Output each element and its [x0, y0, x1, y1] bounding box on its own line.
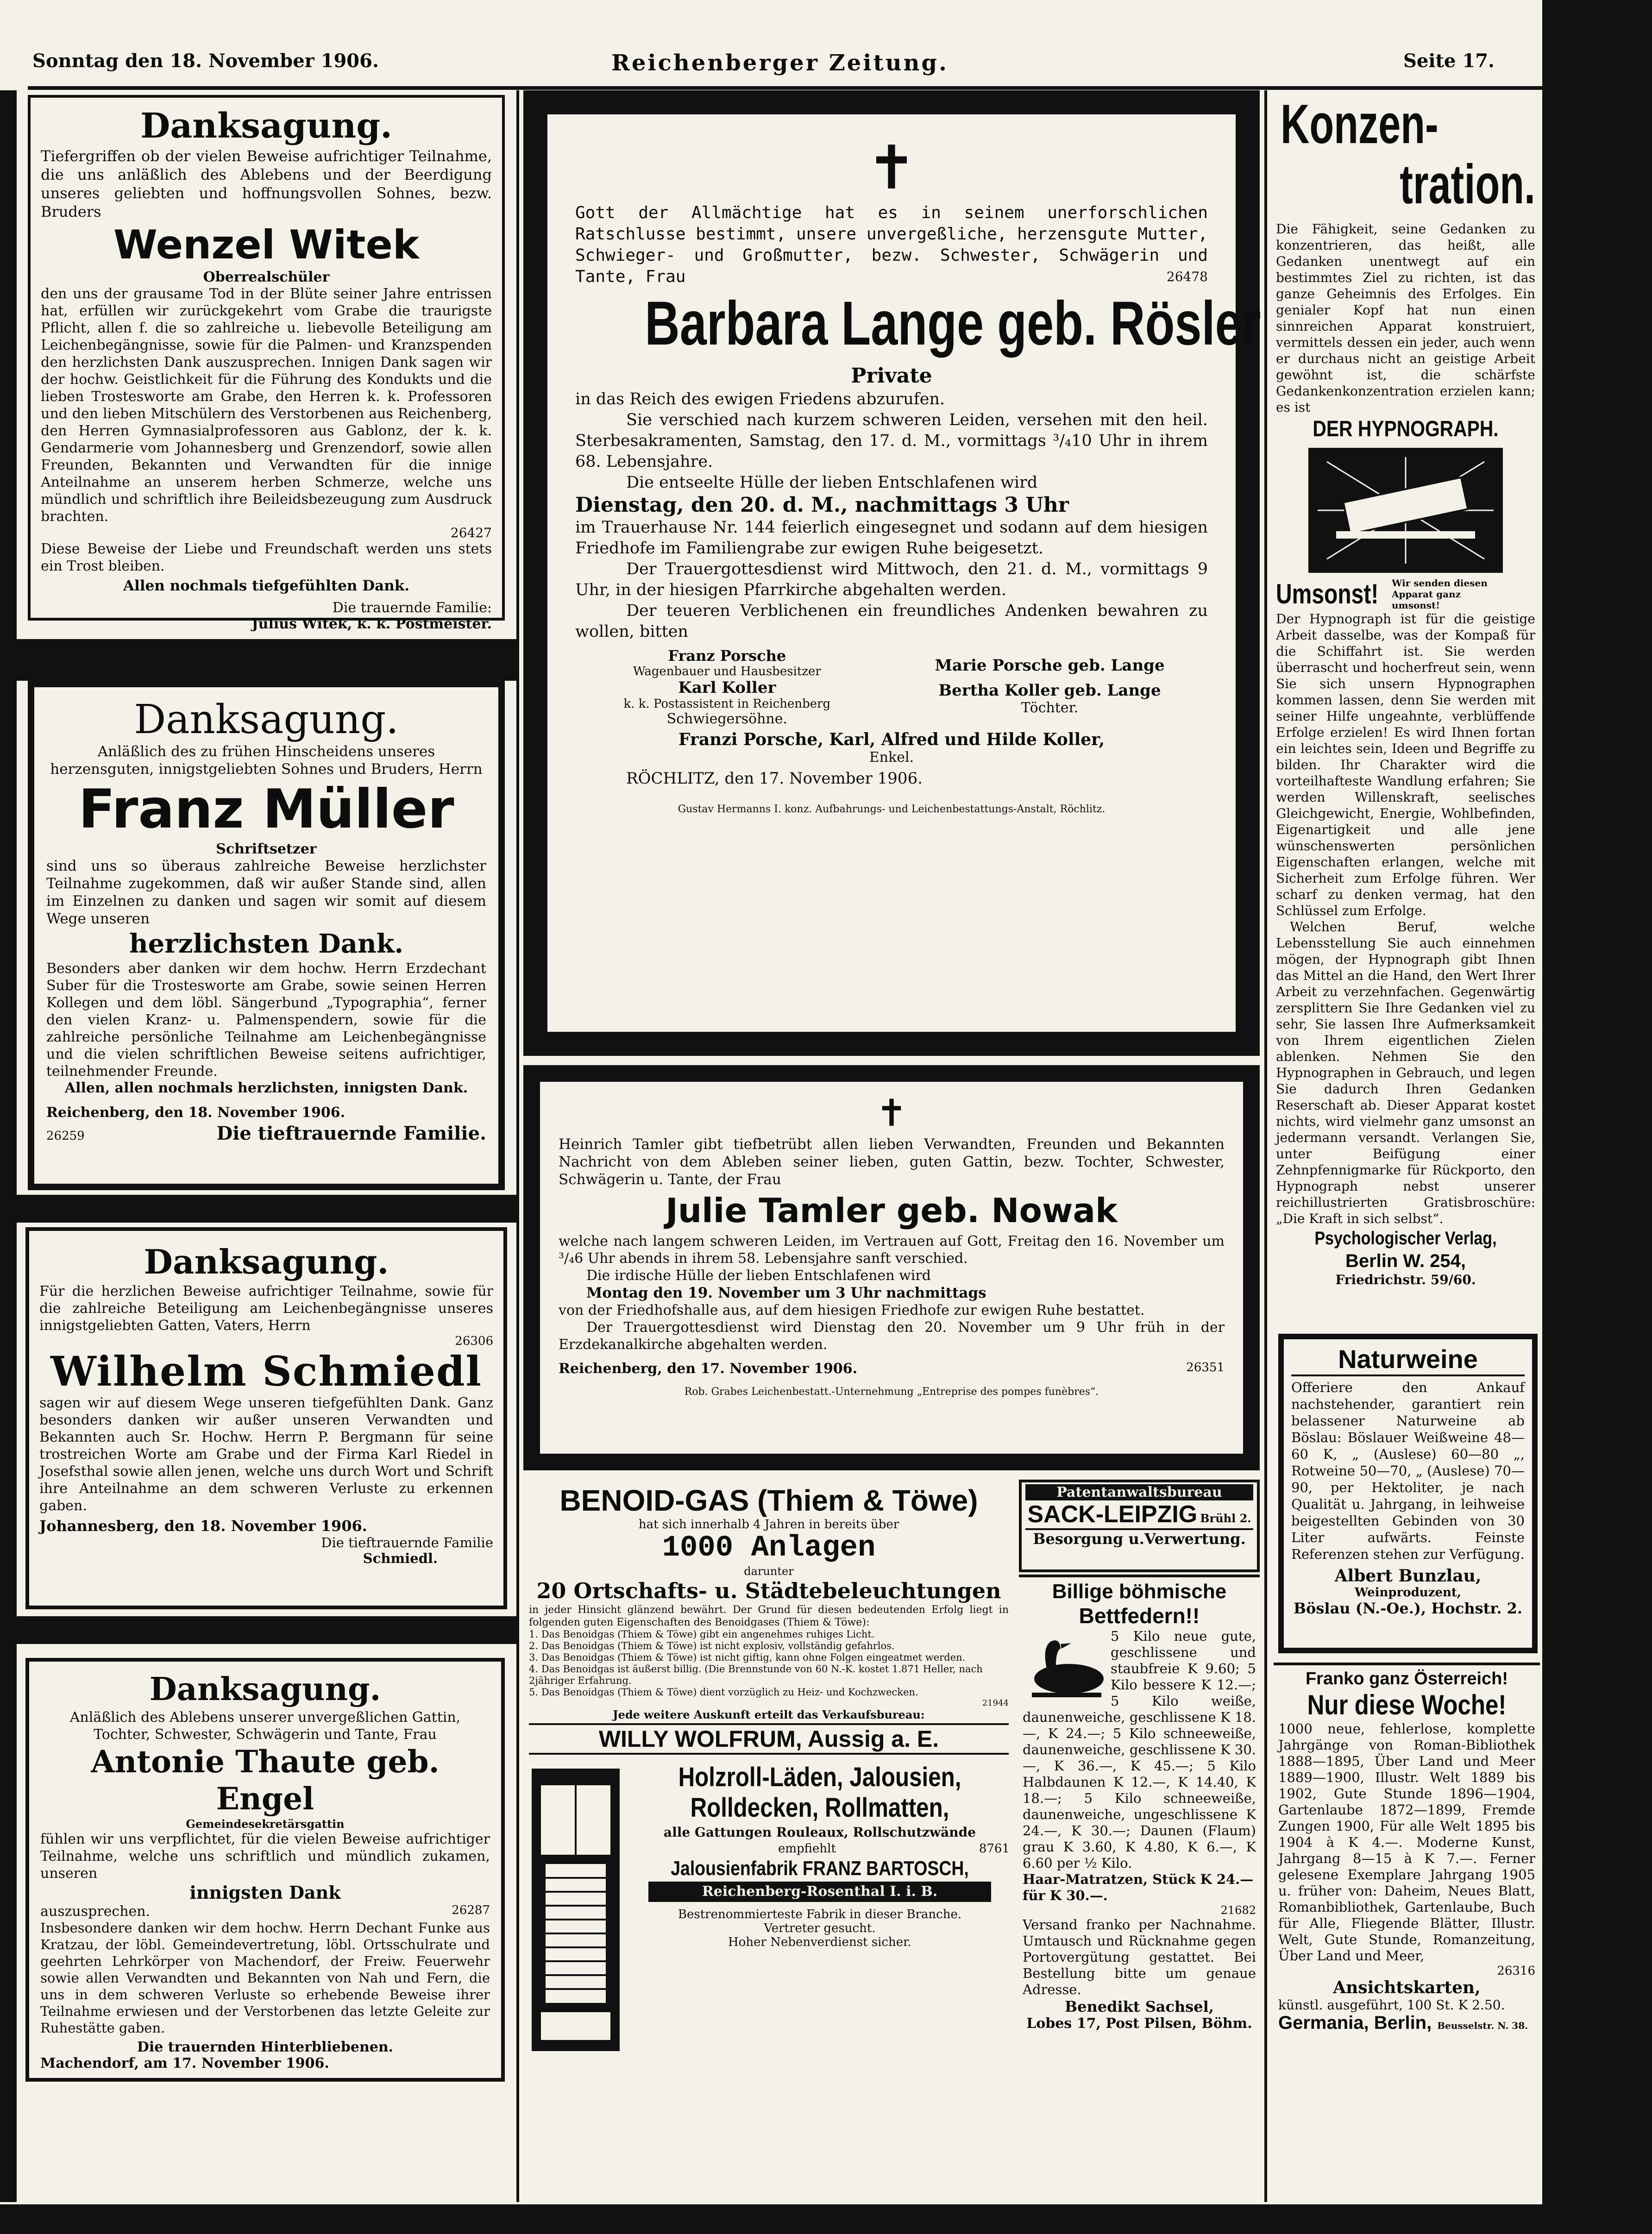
ad-firm: Jalousienfabrik FRANZ BARTOSCH,	[671, 1857, 969, 1880]
obituary-place-date: Reichenberg, den 17. November 1906.	[559, 1361, 858, 1377]
ad-title: Patentanwaltsbureau	[1025, 1484, 1253, 1500]
notice-thanks: Allen nochmals tiefgefühlten Dank.	[123, 577, 410, 594]
obituary-funeral-date: Montag den 19. November um 3 Uhr nachmittags	[586, 1285, 986, 1301]
ad-text: in jeder Hinsicht glänzend bewährt. Der Grund für diesen bedeutenden Erfolg liegt in folgenden guten Eigenschaften des Benoidgases (Thiem & Töwe):	[529, 1604, 1009, 1628]
ad-title: Billige böhmische	[1052, 1580, 1227, 1603]
notice-thanks-heading: innigsten Dank	[189, 1882, 341, 1903]
header-date: Sonntag den 18. November 1906.	[32, 50, 379, 72]
obituary-line: Die entseelte Hülle der lieben Entschlafenen wird	[626, 473, 1038, 492]
ad-bettfedern	[1019, 1575, 1260, 2077]
obituary-intro: Heinrich Tamler gibt tiefbetrübt allen lieben Verwandten, Freunden und Bekannten Nachricht von dem Ableben seiner lieben, guten Gattin, bezw. Tochter, Schwester, Schwägerin u. Tante, der Frau	[559, 1136, 1225, 1188]
ad-text: Offeriere den Ankauf nachstehender, garantiert rein belassener Naturweine ab Böslau: Böslauer Weißweine 48—60 K, „ (Auslese) 60—80 „, Rotweine 50—70, „ (Auslese) 70—90, per Hektoliter, je nach Qualität u. Jahrgang, in leihweise beigestellten Gebinden von 30 Liter aufwärts. Feinste Referenzen stehen zur Verfügung.	[1291, 1380, 1525, 1562]
obituary-undertaker: Rob. Grabes Leichenbestatt.-Unternehmung „Entreprise des pompes funèbres“.	[684, 1386, 1099, 1398]
ad-address: Lobes 17, Post Pilsen, Böhm.	[1026, 2015, 1252, 2032]
notice-number: 26259	[46, 1129, 85, 1143]
ad-signer: Albert Bunzlau,	[1334, 1566, 1482, 1586]
ad-number: 26316	[1497, 1964, 1535, 1978]
obituary-line: Der Trauergottesdienst wird Mittwoch, den 21. d. M., vormittags 9 Uhr, in der hiesigen Pfarrkirche abgehalten werden.	[575, 560, 1208, 599]
ad-number: 21944	[982, 1698, 1009, 1708]
notice-intro: Tiefergriffen ob der vielen Beweise aufrichtiger Teilnahme, die uns anläßlich des Ablebens und der Beerdigung unseres geliebten und hoffnungsvollen Sohnes, bezw. Bruders	[41, 147, 492, 220]
ad-benoid-list	[529, 1629, 1009, 1698]
notice-title: Danksagung.	[144, 1242, 389, 1281]
ad-line: Jede weitere Auskunft erteilt das Verkaufsbureau:	[613, 1708, 925, 1721]
ad-title-2: Bettfedern!!	[1079, 1604, 1200, 1628]
notice-place-date: Johannesberg, den 18. November 1906.	[39, 1517, 367, 1535]
page-right-edge	[1542, 0, 1652, 2234]
deceased-name: Julie Tamler geb. Nowak	[666, 1191, 1118, 1230]
ad-line: Bestrenommierteste Fabrik in dieser Branche.	[678, 1908, 962, 1921]
notice-family: Die trauernden Hinterbliebenen.	[137, 2039, 394, 2055]
obituary-funeral-date: Dienstag, den 20. d. M., nachmittags 3 Uhr	[575, 493, 1069, 517]
notice-number: 26306	[455, 1334, 493, 1348]
obituary-number: 26478	[1166, 269, 1208, 284]
deceased-role: Oberrealschüler	[203, 269, 330, 285]
window-illustration-icon	[530, 1767, 622, 2054]
signatory-grandchildren: Franzi Porsche, Karl, Alfred und Hilde Koller,	[678, 730, 1105, 749]
ad-firm: SACK-LEIPZIG	[1027, 1501, 1198, 1528]
ad-text-3: Versand franko per Nachnahme. Umtausch und Rücknahme gegen Portovergütung gestattet. Bei Bestellung bitte um genaue Adresse.	[1023, 1917, 1256, 1997]
ad-title: BENOID-GAS (Thiem & Töwe)	[559, 1484, 978, 1517]
ad-line: Vertreter gesucht.	[764, 1921, 876, 1935]
obituary-intro: Gott der Allmächtige hat es in seinem unerforschlichen Ratschlusse bestimmt, unsere unvergeßliche, herzensgute Mutter, Schwieger- und Großmutter, bezw. Schwester, Schwägerin und Tante, Frau	[575, 203, 1208, 286]
ad-title: Holzroll-Läden, Jalousien,	[678, 1762, 961, 1792]
signatory-relation: Töchter.	[1021, 700, 1079, 716]
ad-title: Konzen-	[1281, 93, 1438, 155]
ad-firm: Psychologischer Verlag,	[1314, 1228, 1497, 1249]
ad-umsonst-text: Wir senden diesen Apparat ganz umsonst!	[1392, 577, 1488, 611]
notice-title: Danksagung.	[134, 697, 399, 743]
ad-text-2: Der Hypnograph ist für die geistige Arbeit dasselbe, was der Kompaß für die Schiffahrt ist. Sie werden überrascht und hocherfreut sein, wenn Sie sich unsern Hypnographen kommen lassen, denn Sie werden mit seiner Hilfe ungeahnte, verblüffende Erfolge erzielen! Es wird Ihnen fortan ein leichtes sein, Ideen und Begriffe zu bilden. Ihr Charakter wird die vorteilhafteste Wandlung erfahren; Sie werden Willenskraft, seelisches Gleichgewicht, Energie, Wohlbefinden, Eigenartigkeit und alle jene wünschenswerten persönlichen Eigenschaften erlangen, welche mit Sicherheit zum Erfolge führen. Wer scharf zu denken vermag, hat den Schlüssel zum Erfolge.	[1276, 611, 1535, 918]
notice-signer: Schmiedl.	[363, 1550, 438, 1566]
notice-body-2: Besonders aber danken wir dem hochw. Herrn Erzdechant Suber für die Trostesworte am Grabe, sowie seinen Herren Kollegen und dem löbl. Sängerbund „Typographia“, ferner den vielen Kranz- u. Palmenspendern, sowie für die zahlreiche persönliche Teilnahme am Leichenbegängnisse und die vielen schriftlichen Beweise seitens aufrichtiger, teilnehmender Freunde.	[46, 960, 486, 1079]
obituary-line: Sie verschied nach kurzem schweren Leiden, versehen mit den heil. Sterbesakramenten, Samstag, den 17. d. M., vormittags ³/₄10 Uhr in ihrem 68. Lebensjahre.	[575, 411, 1208, 471]
notice-intro: Anläßlich des Ablebens unserer unvergeßlichen Gattin, Tochter, Schwester, Schwägerin und Tante, Frau	[69, 1709, 461, 1743]
signatory-name: Marie Porsche geb. Lange	[935, 656, 1165, 675]
deceased-role: Private	[851, 364, 932, 388]
ad-title: Naturweine	[1291, 1344, 1525, 1376]
page-bottom-edge	[0, 2204, 1652, 2234]
column-divider-2	[1264, 90, 1267, 2202]
ad-hypnograph	[1271, 90, 1540, 1318]
signatories-left	[575, 647, 879, 727]
notice-number: 26287	[452, 1903, 490, 1917]
cross-icon: ✝	[876, 1092, 907, 1135]
notice-place-date: Machendorf, am 17. November 1906.	[40, 2055, 329, 2071]
ad-address: Böslau (N.-Oe.), Hochstr. 2.	[1294, 1600, 1522, 1617]
obituary-body: welche nach langem schweren Leiden, im Vertrauen auf Gott, Freitag den 16. November um ³/₄6 Uhr abends in ihrem 58. Lebensjahre sanft verschied.	[559, 1233, 1225, 1267]
ad-franko	[1274, 1663, 1540, 2079]
notice-body: fühlen wir uns verpflichtet, für die vielen Beweise aufrichtiger Teilnahme, welche uns schriftlich und mündlich zukamen, unseren	[40, 1831, 490, 1882]
notice-intro: Anläßlich des zu frühen Hinscheidens unseres herzensguten, innigstgeliebten Sohnes und Bruders, Herrn	[50, 743, 483, 778]
black-rule	[17, 1616, 516, 1644]
ad-firm-address: Beusselstr. N. 38.	[1437, 2020, 1528, 2031]
obituary-tamler	[540, 1082, 1243, 1454]
ad-naturweine	[1278, 1334, 1538, 1653]
ad-title: Franko ganz Österreich!	[1305, 1669, 1508, 1688]
goose-icon	[1023, 1630, 1106, 1700]
notice-family: Die tieftrauernde Familie.	[216, 1123, 486, 1144]
signatories-right	[892, 647, 1208, 727]
deceased-name: Franz Müller	[78, 778, 454, 841]
ad-brand: DER HYPNOGRAPH.	[1313, 417, 1499, 441]
obituary-number: 26351	[1186, 1361, 1225, 1374]
ad-text: 1000 neue, fehlerlose, komplette Jahrgänge von Roman-Bibliothek 1888—1895, Über Land und Meer 1889—1900, Illustr. Welt 1889 bis 1902, Gute Stunde 1896—1904, Gartenlaube 1872—1899, Fremde Zungen 1900, Für alle Welt 1895 bis 1904 à K 4.—. Moderne Kunst, Jahrgang 8—15 à K 7.—. Ferner gelesene Exemplare Jahrgang 1905 u. früher von: Daheim, Neues Blatt, Romanbibliothek, Gartenlaube, Buch für Alle, Fliegende Blätter, Illustr. Welt, Gute Stunde, Romanzeitung, Über Land und Meer,	[1278, 1721, 1535, 1964]
ad-text-2: Haar-Matratzen, Stück K 24.— für K 30.—.	[1023, 1871, 1254, 1903]
ad-text-3: Welchen Beruf, welche Lebensstellung Sie auch einnehmen mögen, der Hypnograph gibt Ihnen das Mittel an die Hand, den Wert Ihrer Arbeit zu verzehnfachen. Gegenwärtig zersplittern Sie Ihre Gedanken viel zu sehr, Sie lassen Ihre Aufmerksamkeit von Ihrem eigentlichen Zielen ablenken. Nehmen Sie den Hypnographen in Gebrauch, und legen Sie dadurch Ihren Gedanken Reserschaft ab. Dieser Apparat kostet nichts, wird vielmehr ganz umsonst an jedermann versandt. Verlangen Sie, unter Beifügung einer Zehnpfennigmarke für Rückporto, den Hypnograph nebst unserer reichillustrierten Gratisbroschüre: „Die Kraft in sich selbst“.	[1276, 919, 1535, 1226]
obituary-line: Die irdische Hülle der lieben Entschlafenen wird	[586, 1268, 931, 1284]
notice-line: Diese Beweise der Liebe und Freundschaft werden uns stets ein Trost bleiben.	[41, 541, 492, 574]
ad-firm-address: Reichenberg-Rosenthal I. i. B.	[648, 1882, 991, 1902]
ad-benoid-list-item: 5. Das Benoidgas (Thiem & Töwe) dient vorzüglich zu Heiz- und Kochzwecken.	[529, 1687, 918, 1698]
ad-bartosch	[523, 1762, 1014, 2063]
obituary-place-date: RÖCHLITZ, den 17. November 1906.	[626, 769, 923, 788]
header-page-number: Seite 17.	[1403, 50, 1495, 72]
obituary-line: im Trauerhause Nr. 144 feierlich eingesegnet und sodann auf dem hiesigen Friedhofe im Familiengrabe zur ewigen Ruhe beigesetzt.	[575, 518, 1208, 558]
deceased-role: Schriftsetzer	[216, 841, 317, 857]
obituary-lange	[547, 114, 1261, 1032]
notice-thanks-heading: herzlichsten Dank.	[129, 929, 404, 959]
ad-title-2: Rolldecken, Rollmatten,	[690, 1793, 949, 1823]
obituary-line: Der teueren Verblichenen ein freundliches Andenken bewahren zu wollen, bitten	[575, 602, 1208, 641]
notice-signer: Julius Witek, k. k. Postmeister.	[251, 616, 492, 632]
ad-umsonst: Umsonst!	[1276, 578, 1379, 609]
obituary-line: von der Friedhofshalle aus, auf dem hiesigen Friedhofe zur ewigen Ruhe bestattet.	[559, 1302, 1145, 1318]
ad-text: 5 Kilo neue gute, geschlissene und staubfreie K 9.60; 5 Kilo bessere K 12.—; 5 Kilo weiße, daunenweiche, geschlissene K 18.—, K 24.—; 5 Kilo schneeweiße, daunenweiche, geschlissene K 30.—, K 36.—, K 45.—; 5 Kilo Halbdaunen K 12.—, K 14.40, K 18.—; 5 Kilo schneeweiße, daunenweiche, ungeschlissene K 24.—, K 30.—; Daunen (Flaum) grau K 3.60, K 4.80, K 6.—, K 6.60 per ½ Kilo.	[1023, 1628, 1256, 1871]
deceased-name: Barbara Lange geb. Rösler	[645, 289, 1261, 358]
ad-role: Weinproduzent,	[1355, 1586, 1461, 1600]
notice-body-2: auszusprechen.	[40, 1903, 151, 1920]
notice-family: Die trauernde Familie:	[332, 600, 492, 616]
obituary-lange-frame	[523, 90, 1260, 1056]
hypnograph-device-icon	[1308, 448, 1503, 573]
ad-line: alle Gattungen Rouleaux, Rollschutzwände	[663, 1825, 976, 1840]
ad-city: Berlin W. 254,	[1345, 1251, 1466, 1271]
ad-benoid-list-item: 4. Das Benoidgas ist äußerst billig. (Die Brennstunde von 60 N.-K. kostet 1.871 Heller, nach 2jähriger Erfahrung.	[529, 1663, 983, 1686]
notice-intro: Für die herzlichen Beweise aufrichtiger Teilnahme, sowie für die zahlreiche Beteiligung am Leichenbegängnisse unseres innigstgeliebten Gatten, Vaters, Herrn	[39, 1283, 493, 1334]
signatory-name: Franz Porsche	[668, 647, 786, 665]
ad-benoid-list-item: 1. Das Benoidgas (Thiem & Töwe) gibt ein angenehmes ruhiges Licht.	[529, 1629, 875, 1640]
left-margin-edge	[0, 90, 17, 2202]
black-rule	[17, 1195, 516, 1223]
ad-title-2: Nur diese Woche!	[1307, 1689, 1507, 1720]
notice-thaute	[25, 1658, 505, 2082]
ad-line: empfiehlt	[778, 1842, 836, 1856]
notice-body-3: Insbesondere danken wir dem hochw. Herrn Dechant Funke aus Kratzau, der löbl. Gemeindevertretung, löbl. Ortsschulrate und geehrten Lehrkörper von Machendorf, der Freiw. Feuerwehr sowie allen Verwandten und Bekannten von Nah und Fern, die uns in dem schweren Verluste so erhebende Beweise ihrer Teilnahme erwiesen und der Verstorbenen das letzte Geleite zur Ruhestätte gaben.	[40, 1920, 490, 2036]
notice-thanks: Allen, allen nochmals herzlichsten, innigsten Dank.	[64, 1080, 468, 1096]
deceased-name: Wenzel Witek	[113, 222, 420, 268]
notice-body: den uns der grausame Tod in der Blüte seiner Jahre entrissen hat, erfüllen wir zurückgekehrt vom Grabe die traurigste Pflicht, allen f. die so zahlreiche u. liebevolle Beteiligung am Leichenbegängnisse, sowie für die Palmen- und Kranzspenden den herzlichsten Dank auszusprechen. Innigen Dank sagen wir der hochw. Geistlichkeit für die Führung des Kondukts und die lieben Trostesworte am Grabe, den Herren k. k. Professoren und den lieben Mitschülern des Verstorbenen aus Reichenberg, den Herren Gymnasialprofessoren aus Gablonz, der k. k. Gendarmerie vom Johannesberg und Grenzendorf, sowie allen Freunden, Bekannten und Verwandten für die innige Anteilnahme an unserem herben Schmerze, welche uns mündlich und schriftlich ihre Beileidsbezeugung zum Ausdruck brachten.	[41, 286, 492, 525]
deceased-name: Antonie Thaute geb. Engel	[91, 1744, 440, 1817]
ad-benoid-gas	[523, 1480, 1014, 1757]
notice-place-date: Reichenberg, den 18. November 1906.	[46, 1104, 345, 1121]
ad-line: Hoher Nebenverdienst sicher.	[728, 1935, 911, 1949]
ad-line: künstl. ausgeführt, 100 St. K 2.50.	[1278, 1997, 1505, 2013]
signatory-name: Bertha Koller geb. Lange	[938, 681, 1161, 700]
notice-mueller	[28, 681, 505, 1190]
ad-firm: WILLY WOLFRUM, Aussig a. E.	[529, 1723, 1009, 1755]
deceased-name: Wilhelm Schmiedl	[50, 1347, 482, 1395]
ad-number: 8761	[979, 1842, 1010, 1856]
ad-title-2: tration.	[1400, 153, 1535, 215]
ad-headline-2: 20 Ortschafts- u. Städtebeleuchtungen	[536, 1578, 1001, 1603]
obituary-line: Der Trauergottesdienst wird Dienstag den 20. November um 9 Uhr früh in der Erzdekanalkirche abgehalten werden.	[559, 1319, 1225, 1353]
ad-firm-address: Brühl 2.	[1200, 1512, 1251, 1525]
ad-line: Ansichtskarten,	[1333, 1978, 1481, 1997]
ad-patent-bureau	[1019, 1480, 1260, 1572]
notice-number: 26427	[450, 525, 492, 540]
notice-schmiedl	[25, 1227, 507, 1609]
page-header	[0, 0, 1542, 93]
deceased-role: Gemeindesekretärsgattin	[186, 1817, 345, 1831]
ad-line: Besorgung u.Verwertung.	[1025, 1528, 1253, 1548]
signatory-relation: Enkel.	[869, 749, 914, 766]
column-divider-1	[516, 90, 519, 2202]
cross-icon: ✝	[866, 132, 917, 203]
obituary-tamler-frame	[523, 1065, 1260, 1470]
ad-line: hat sich innerhalb 4 Jahren in bereits über	[638, 1518, 899, 1531]
ad-signer: Benedikt Sachsel,	[1065, 1998, 1214, 2015]
ad-number: 21682	[1220, 1904, 1256, 1917]
ad-firm: Germania, Berlin,	[1278, 2013, 1432, 2033]
ad-headline: 1000 Anlagen	[662, 1531, 876, 1565]
signatory-relation: Schwiegersöhne.	[666, 711, 788, 727]
ad-benoid-list-item: 2. Das Benoidgas (Thiem & Töwe) ist nicht explosiv, vollständig gefahrlos.	[529, 1640, 895, 1651]
notice-body: sagen wir auf diesem Wege unseren tiefgefühlten Dank. Ganz besonders danken wir außer unseren Verwandten und Bekannten auch Sr. Hochw. Herrn P. Bergmann für seine trostreichen Worte am Grabe und der Firma Karl Riedel in Josefsthal sowie allen jenen, welche uns durch Wort und Schrift ihre Anteilnahme an dem schweren Verluste zu erkennen gaben.	[39, 1395, 493, 1514]
notice-family: Die tieftrauernde Familie	[321, 1535, 493, 1550]
notice-title: Danksagung.	[149, 1671, 381, 1708]
obituary-undertaker: Gustav Hermanns I. konz. Aufbahrungs- und Leichenbestattungs-Anstalt, Röchlitz.	[678, 803, 1106, 815]
signatory-role: Wagenbauer und Hausbesitzer	[633, 665, 821, 678]
ad-street: Friedrichstr. 59/60.	[1335, 1272, 1476, 1287]
notice-title: Danksagung.	[140, 106, 392, 146]
header-rule	[28, 86, 1542, 90]
notice-body: sind uns so überaus zahlreiche Beweise herzlichster Teilnahme zugekommen, daß wir außer Stande sind, allen im Einzelnen zu danken und sagen wir somit auf diesem Wege unseren	[46, 858, 486, 927]
signatory-name: Karl Koller	[678, 678, 776, 697]
ad-line: darunter	[744, 1565, 794, 1578]
black-rule	[17, 639, 516, 681]
obituary-line: in das Reich des ewigen Friedens abzurufen.	[575, 390, 945, 408]
ad-text: Die Fähigkeit, seine Gedanken zu konzentrieren, das heißt, alle Gedanken unentwegt auf ein bestimmtes Ziel zu richten, ist das ganze Geheimnis des Erfolges. Ein genialer Kopf hat nun einen sinnreichen Apparat konstruiert, vermittels dessen ein jeder, auch wenn er durchaus nicht an geistige Arbeit gewöhnt ist, die schärfste Gedankenkonzentration erzielen kann; es ist	[1276, 221, 1535, 415]
notice-witek	[28, 95, 505, 632]
signatory-role: k. k. Postassistent in Reichenberg	[623, 697, 831, 711]
header-newspaper-title: Reichenberger Zeitung.	[611, 50, 948, 76]
ad-benoid-list-item: 3. Das Benoidgas (Thiem & Töwe) ist nicht giftig, kann ohne Folgen eingeatmet werden.	[529, 1652, 966, 1663]
